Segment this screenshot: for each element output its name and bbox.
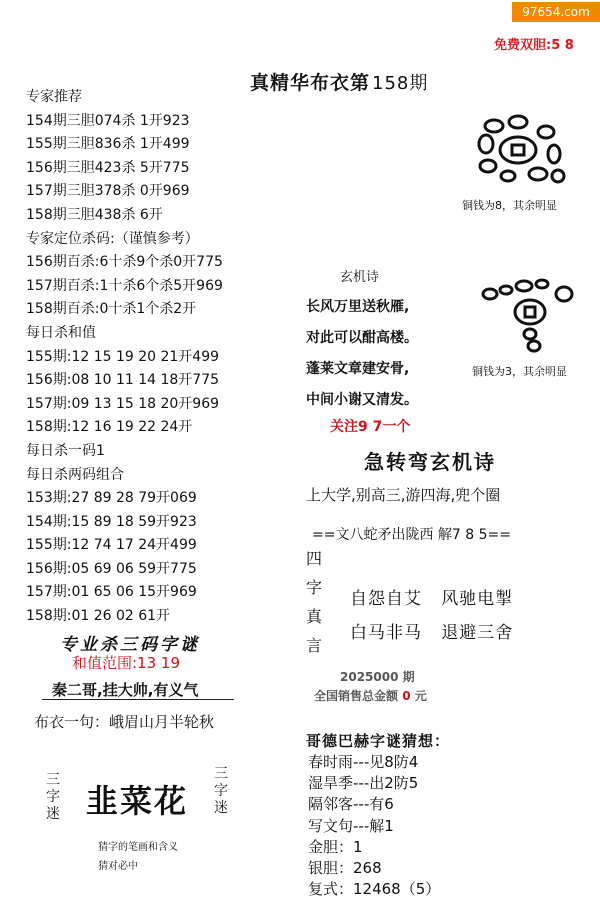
- coin-caption-1: 铜钱为8，其余明显: [462, 199, 557, 212]
- site-badge[interactable]: 97654.com: [512, 2, 600, 22]
- sales-total-label: 全国销售总金额: [314, 689, 399, 703]
- sales-total: [314, 687, 427, 704]
- list-line: 158期:12 16 19 22 24开: [26, 419, 193, 436]
- list-line: 155期:12 74 17 24开499: [26, 537, 197, 554]
- goethe-line: 复式：12468（5）: [308, 880, 441, 899]
- brain-teaser-title: 急转弯玄机诗: [364, 450, 496, 474]
- buyi-sentence: 布衣一句：峨眉山月半轮秋: [34, 713, 215, 731]
- focus-note: 关注9 7一个: [330, 419, 411, 435]
- list-line: 156期:08 10 11 14 18开775: [26, 372, 220, 389]
- sales-total-value: 0: [402, 689, 411, 703]
- list-line: 157期三胆378杀 0开969: [26, 183, 190, 200]
- four-char-glyph: 字: [305, 578, 322, 597]
- goethe-line: 春时雨---见8防4: [308, 753, 419, 771]
- riddle-word: 韭菜花: [86, 782, 189, 820]
- list-line: 专家推荐: [26, 89, 82, 105]
- sales-period: 2025000 期: [340, 670, 415, 684]
- list-line: 154期三胆074杀 1开923: [26, 112, 190, 129]
- pro-kill-slogan: 秦二哥,挂大帅,有义气: [52, 681, 199, 699]
- title-main: 真精华布衣第: [250, 72, 371, 94]
- xuanji-poem: [306, 292, 418, 416]
- list-line: 每日杀两码组合: [26, 466, 124, 483]
- list-line: 157期百杀:1十杀6个杀5开969: [26, 277, 223, 294]
- riddle-hint: 猜字的笔画和含义: [98, 842, 178, 853]
- poem-line: 长风万里送秋雁,: [306, 299, 410, 315]
- riddle-hint-2: 猜对必中: [98, 861, 138, 872]
- poem-line: 蓬莱文章建安骨,: [306, 361, 410, 377]
- coin-caption-2: 铜钱为3，其余明显: [472, 365, 567, 378]
- goethe-line: 湿旱季---出2防5: [308, 774, 419, 793]
- list-line: 156期三胆423杀 5开775: [26, 159, 190, 176]
- list-line: 155期:12 15 19 20 21开499: [26, 348, 220, 365]
- list-line: 156期百杀:6十杀9个杀0开775: [26, 254, 223, 271]
- goethe-riddle-list: [308, 752, 538, 900]
- divider: [42, 699, 234, 700]
- list-line: 每日杀和值: [26, 324, 96, 341]
- goethe-riddle-title: 哥德巴赫字谜猜想：: [306, 732, 451, 750]
- four-char-glyph: 言: [305, 636, 322, 655]
- coin-pattern-icon-2: [480, 272, 580, 354]
- list-line: 154期:15 89 18 59开923: [26, 513, 197, 530]
- sum-range: 和值范围:13 19: [72, 654, 180, 672]
- idiom-line-2: 白马非马 退避三舍: [350, 623, 514, 643]
- four-char-label: [304, 544, 324, 660]
- list-line: 158期百杀:0十杀1个杀2开: [26, 301, 197, 318]
- poem-line: 对此可以酣高楼。: [306, 330, 418, 346]
- four-char-glyph: 四: [305, 549, 322, 568]
- expert-recommend-list: [26, 86, 286, 629]
- goethe-line: 银胆：268: [308, 858, 382, 877]
- list-line: 155期三胆836杀 1开499: [26, 136, 190, 153]
- list-line: 157期:09 13 15 18 20开969: [26, 395, 220, 412]
- coin-pattern-icon: [474, 110, 570, 188]
- title-issue: 158期: [372, 73, 429, 94]
- free-pair-text: 免费双胆:5 8: [494, 38, 574, 53]
- three-char-riddle-label-left: 三 字 迷: [46, 772, 60, 822]
- list-line: 158期三胆438杀 6开: [26, 206, 163, 223]
- sales-total-unit: 元: [414, 689, 427, 703]
- xuanji-label: 玄机诗: [340, 270, 380, 285]
- brain-teaser-line-2: ==文八蛇矛出陇西 解7 8 5==: [312, 527, 511, 543]
- poem-line: 中间小谢又清发。: [306, 392, 418, 408]
- brain-teaser-line-1: 上大学,别高三,游四海,兜个圈: [306, 486, 501, 504]
- list-line: 153期:27 89 28 79开069: [26, 490, 197, 507]
- goethe-line: 金胆：1: [308, 837, 363, 856]
- list-line: 156期:05 69 06 59开775: [26, 560, 197, 577]
- list-line: 158期:01 26 02 61开: [26, 608, 171, 625]
- four-char-glyph: 真: [305, 607, 322, 626]
- goethe-line: 写文句---解1: [308, 816, 394, 835]
- list-line: 每日杀一码1: [26, 442, 105, 459]
- list-line: 157期:01 65 06 15开969: [26, 584, 197, 601]
- idiom-line-1: 自怨自艾 风驰电掣: [350, 589, 514, 609]
- goethe-line: 隔邻客---有6: [308, 795, 394, 814]
- list-line: 专家定位杀码:（谨慎参考）: [26, 230, 199, 247]
- pro-kill-title: 专业杀三码字谜: [60, 635, 200, 655]
- three-char-riddle-label-right: 三 字 迷: [214, 766, 228, 816]
